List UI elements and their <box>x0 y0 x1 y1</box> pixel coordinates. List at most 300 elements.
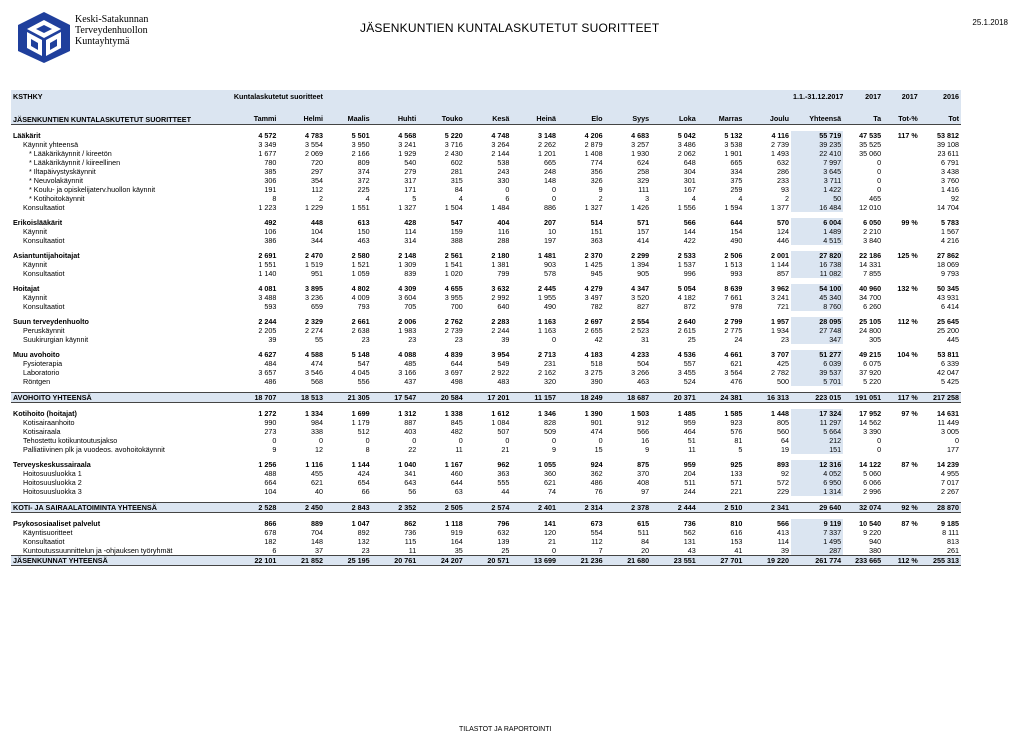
value-cell: 21 852 <box>278 556 325 566</box>
value-cell: 212 <box>791 436 843 445</box>
value-cell: 4 588 <box>305 350 324 359</box>
value-cell: 21 236 <box>558 556 605 566</box>
value-cell <box>883 176 920 185</box>
value-cell: 10 <box>547 227 556 236</box>
header-year-ta: 2017 <box>843 90 883 102</box>
value-cell: 984 <box>311 418 324 427</box>
value-cell: 22 186 <box>859 251 882 260</box>
table-row <box>11 149 961 158</box>
value-cell: 159 <box>450 227 463 236</box>
value-cell: 621 <box>730 359 743 368</box>
value-cell <box>883 377 920 386</box>
value-cell: 490 <box>543 302 556 311</box>
value-cell <box>883 158 920 167</box>
group-row <box>11 519 961 528</box>
value-cell: 2 352 <box>372 503 419 513</box>
value-cell: 4 <box>458 194 463 203</box>
value-cell: 1 983 <box>398 326 417 335</box>
value-cell: 8 639 <box>724 284 743 293</box>
value-cell <box>883 293 920 302</box>
value-cell: 2 506 <box>724 251 743 260</box>
value-cell: 2 444 <box>651 503 698 513</box>
value-cell: 42 <box>594 335 603 344</box>
value-cell: 115 <box>404 537 417 546</box>
value-cell: 3 241 <box>398 140 417 149</box>
value-cell: 4 206 <box>584 131 603 140</box>
value-cell: 35 525 <box>859 140 882 149</box>
value-cell: 566 <box>683 218 696 227</box>
value-cell: 659 <box>311 302 324 311</box>
value-cell: 474 <box>590 427 603 436</box>
value-cell: 273 <box>264 427 277 436</box>
value-cell: 602 <box>450 158 463 167</box>
value-cell: 16 484 <box>791 203 843 212</box>
value-cell: 12 010 <box>859 203 882 212</box>
value-cell: 14 704 <box>937 203 959 212</box>
value-cell <box>883 302 920 311</box>
column-header: Elo <box>558 102 605 125</box>
row-label: JÄSENKUNNAT YHTEENSÄ <box>11 556 232 566</box>
value-cell: 372 <box>357 176 370 185</box>
value-cell: 17 547 <box>372 393 419 403</box>
table-row <box>11 269 961 278</box>
value-cell: 10 540 <box>859 519 882 528</box>
value-cell: 5 <box>412 194 417 203</box>
value-cell: 813 <box>947 537 959 546</box>
value-cell: 1 346 <box>537 409 556 418</box>
table-row <box>11 427 961 436</box>
value-cell: 0 <box>877 185 882 194</box>
value-cell: 19 <box>781 445 790 454</box>
value-cell: 571 <box>637 218 650 227</box>
value-cell: 87 % <box>901 460 918 469</box>
value-cell: 1 519 <box>305 260 324 269</box>
value-cell: 796 <box>497 519 510 528</box>
row-label: * Iltapäivystyskäynnit <box>29 167 96 176</box>
value-cell: 2 244 <box>491 326 510 335</box>
value-cell: 23 <box>408 335 417 344</box>
table-row <box>11 335 961 344</box>
value-cell: 2 401 <box>511 503 558 513</box>
value-cell: 613 <box>357 218 370 227</box>
value-cell: 21 <box>501 445 510 454</box>
value-cell: 133 <box>730 469 743 478</box>
org-line-2: Terveydenhuollon <box>75 25 148 36</box>
value-cell: 23 <box>361 546 370 555</box>
value-cell: 4 <box>691 194 696 203</box>
value-cell: 3 166 <box>398 368 417 377</box>
value-cell: 2 <box>319 194 324 203</box>
value-cell: 1 448 <box>771 409 790 418</box>
value-cell: 306 <box>264 176 277 185</box>
value-cell: 164 <box>450 537 463 546</box>
value-cell: 2 378 <box>605 503 652 513</box>
value-cell: 3 950 <box>351 140 370 149</box>
value-cell: 978 <box>730 302 743 311</box>
table-row <box>11 203 961 212</box>
table-row <box>11 260 961 269</box>
value-cell: 1 047 <box>351 519 370 528</box>
value-cell: 374 <box>357 167 370 176</box>
value-cell: 7 661 <box>724 293 743 302</box>
value-cell: 40 <box>315 487 324 496</box>
table-row <box>11 236 961 245</box>
value-cell: 42 047 <box>937 368 959 377</box>
value-cell: 940 <box>869 537 882 546</box>
value-cell: 3 486 <box>677 140 696 149</box>
value-cell: 576 <box>730 427 743 436</box>
table-row <box>11 194 961 203</box>
value-cell: 0 <box>505 436 510 445</box>
value-cell: 1 425 <box>584 260 603 269</box>
value-cell: 47 535 <box>859 131 882 140</box>
value-cell: 428 <box>404 218 417 227</box>
value-cell: 483 <box>497 377 510 386</box>
value-cell: 53 812 <box>937 131 959 140</box>
value-cell: 50 345 <box>937 284 959 293</box>
value-cell: 4 045 <box>351 368 370 377</box>
value-cell: 27 820 <box>791 251 843 260</box>
header-year-prev: 2016 <box>920 90 961 102</box>
value-cell: 640 <box>497 302 510 311</box>
value-cell: 13 699 <box>511 556 558 566</box>
value-cell: 901 <box>590 418 603 427</box>
value-cell <box>883 194 920 203</box>
value-cell: 571 <box>730 478 743 487</box>
row-label: Käynnit <box>23 293 47 302</box>
value-cell <box>883 185 920 194</box>
value-cell: 0 <box>877 445 882 454</box>
value-cell: 568 <box>311 377 324 386</box>
value-cell: 962 <box>497 460 510 469</box>
value-cell: 20 571 <box>465 556 512 566</box>
value-cell: 25 <box>501 546 510 555</box>
value-cell: 4 783 <box>305 131 324 140</box>
value-cell: 593 <box>264 302 277 311</box>
value-cell: 334 <box>730 167 743 176</box>
value-cell: 6 <box>272 546 277 555</box>
value-cell: 2 329 <box>305 317 324 326</box>
value-cell: 2 996 <box>863 487 882 496</box>
value-cell: 905 <box>637 269 650 278</box>
value-cell <box>883 478 920 487</box>
value-cell: 3 954 <box>491 350 510 359</box>
value-cell: 84 <box>454 185 463 194</box>
value-cell: 6 004 <box>791 218 843 227</box>
value-cell: 233 665 <box>843 556 883 566</box>
value-cell: 2 739 <box>444 326 463 335</box>
value-cell: 782 <box>590 302 603 311</box>
group-row <box>11 409 961 418</box>
row-label: KOTI- JA SAIRAALATOIMINTA YHTEENSÄ <box>11 503 232 513</box>
value-cell: 16 <box>641 436 650 445</box>
value-cell: 839 <box>404 269 417 278</box>
value-cell: 403 <box>404 427 417 436</box>
value-cell: 1 059 <box>351 269 370 278</box>
row-label: Hoitosuusluokka 2 <box>23 478 82 487</box>
value-cell: 0 <box>505 185 510 194</box>
column-header: Touko <box>418 102 465 125</box>
value-cell: 317 <box>404 176 417 185</box>
value-cell: 287 <box>791 546 843 556</box>
value-cell: 21 680 <box>605 556 652 566</box>
value-cell: 990 <box>264 418 277 427</box>
value-cell: 45 340 <box>791 293 843 302</box>
value-cell: 6 <box>505 194 510 203</box>
value-cell <box>883 368 920 377</box>
value-cell: 2 267 <box>941 487 959 496</box>
value-cell: 924 <box>590 460 603 469</box>
value-cell: 2 180 <box>491 251 510 260</box>
value-cell: 892 <box>357 528 370 537</box>
value-cell: 446 <box>777 236 790 245</box>
value-cell: 912 <box>637 418 650 427</box>
value-cell: 248 <box>543 167 556 176</box>
value-cell: 2 370 <box>584 251 603 260</box>
column-header: Tot-% <box>883 102 920 125</box>
value-cell: 18 249 <box>558 393 605 403</box>
value-cell: 2 341 <box>744 503 791 513</box>
value-cell: 23 <box>454 335 463 344</box>
table-row <box>11 176 961 185</box>
value-cell: 1 495 <box>791 537 843 546</box>
value-cell: 1 055 <box>537 460 556 469</box>
row-label: Terveyskeskussairaala <box>13 460 91 469</box>
value-cell: 0 <box>877 176 882 185</box>
value-cell: 2 062 <box>677 149 696 158</box>
value-cell: 1 256 <box>258 460 277 469</box>
value-cell: 678 <box>264 528 277 537</box>
value-cell: 1 585 <box>724 409 743 418</box>
value-cell: 320 <box>543 377 556 386</box>
value-cell: 363 <box>590 236 603 245</box>
value-cell: 0 <box>458 436 463 445</box>
value-cell: 2 580 <box>351 251 370 260</box>
row-label: Laboratorio <box>23 368 60 377</box>
group-row <box>11 218 961 227</box>
value-cell: 1 040 <box>398 460 417 469</box>
value-cell: 4 <box>738 194 743 203</box>
value-cell: 112 % <box>897 317 918 326</box>
value-cell: 117 % <box>883 393 920 403</box>
value-cell: 959 <box>683 418 696 427</box>
value-cell: 1 484 <box>491 203 510 212</box>
value-cell: 547 <box>357 359 370 368</box>
column-header: Syys <box>605 102 652 125</box>
value-cell: 116 <box>497 227 510 236</box>
value-cell: 3 236 <box>305 293 324 302</box>
value-cell: 27 701 <box>698 556 745 566</box>
value-cell: 286 <box>777 167 790 176</box>
value-cell: 862 <box>404 519 417 528</box>
value-cell: 511 <box>637 528 650 537</box>
value-cell: 455 <box>311 469 324 478</box>
value-cell: 19 220 <box>744 556 791 566</box>
value-cell: 0 <box>412 436 417 445</box>
value-cell: 2 205 <box>258 326 277 335</box>
value-cell <box>883 149 920 158</box>
value-cell: 363 <box>497 469 510 478</box>
value-cell: 0 <box>877 158 882 167</box>
value-cell: 114 <box>777 537 790 546</box>
value-cell: 17 201 <box>465 393 512 403</box>
value-cell: 305 <box>869 335 882 344</box>
value-cell: 28 095 <box>791 317 843 326</box>
column-header: Marras <box>698 102 745 125</box>
value-cell: 474 <box>311 359 324 368</box>
value-cell: 1 140 <box>258 269 277 278</box>
header-period: 1.1.-31.12.2017 <box>793 91 844 101</box>
value-cell: 54 100 <box>791 284 843 293</box>
value-cell: 664 <box>264 478 277 487</box>
value-cell: 1 551 <box>351 203 370 212</box>
value-cell: 35 <box>454 546 463 555</box>
value-cell: 1 556 <box>677 203 696 212</box>
value-cell: 144 <box>683 227 696 236</box>
value-cell: 231 <box>543 359 556 368</box>
header-row-columns <box>11 102 961 125</box>
value-cell: 1 537 <box>677 260 696 269</box>
value-cell <box>883 140 920 149</box>
column-header: Ta <box>843 102 883 125</box>
value-cell: 827 <box>637 302 650 311</box>
value-cell: 37 920 <box>859 368 882 377</box>
value-cell <box>883 469 920 478</box>
value-cell: 112 % <box>883 556 920 566</box>
value-cell: 44 <box>501 487 510 496</box>
value-cell: 6 414 <box>941 302 959 311</box>
value-cell: 1 309 <box>398 260 417 269</box>
value-cell: 4 052 <box>791 469 843 478</box>
value-cell: 886 <box>543 203 556 212</box>
value-cell: 0 <box>272 436 277 445</box>
row-label: Konsultaatiot <box>23 537 65 546</box>
value-cell: 261 774 <box>791 556 843 566</box>
value-cell: 1 699 <box>351 409 370 418</box>
value-cell: 7 855 <box>863 269 882 278</box>
value-cell: 476 <box>730 377 743 386</box>
value-cell: 3 257 <box>631 140 650 149</box>
value-cell: 1 485 <box>677 409 696 418</box>
value-cell: 1 327 <box>398 203 417 212</box>
table-row <box>11 167 961 176</box>
value-cell: 32 074 <box>843 503 883 513</box>
row-label: Konsultaatiot <box>23 302 65 311</box>
value-cell: 25 195 <box>325 556 372 566</box>
value-cell: 799 <box>497 269 510 278</box>
value-cell: 362 <box>590 469 603 478</box>
value-cell: 547 <box>450 218 463 227</box>
value-cell: 2 697 <box>584 317 603 326</box>
header-year-tot: 2017 <box>883 90 920 102</box>
value-cell: 25 <box>687 335 696 344</box>
value-cell: 9 <box>272 445 277 454</box>
value-cell: 2 638 <box>351 326 370 335</box>
total-row <box>11 393 961 403</box>
value-cell: 1 422 <box>791 185 843 194</box>
value-cell: 25 645 <box>937 317 959 326</box>
value-cell: 14 331 <box>859 260 882 269</box>
value-cell: 4 515 <box>791 236 843 245</box>
value-cell: 959 <box>683 460 696 469</box>
value-cell: 1 084 <box>491 418 510 427</box>
value-cell: 21 <box>547 537 556 546</box>
table-row <box>11 227 961 236</box>
value-cell: 0 <box>551 194 556 203</box>
value-cell: 243 <box>497 167 510 176</box>
value-cell: 14 631 <box>937 409 959 418</box>
column-header: Yhteensä <box>791 102 843 125</box>
value-cell: 3 657 <box>258 368 277 377</box>
value-cell: 31 <box>641 335 650 344</box>
row-label: Hoitajat <box>13 284 40 293</box>
value-cell: 1 272 <box>258 409 277 418</box>
value-cell: 1 493 <box>771 149 790 158</box>
value-cell: 414 <box>637 236 650 245</box>
value-cell: 408 <box>637 478 650 487</box>
value-cell: 177 <box>947 445 959 454</box>
value-cell: 490 <box>730 236 743 245</box>
value-cell: 370 <box>637 469 650 478</box>
value-cell: 2 782 <box>771 368 790 377</box>
value-cell: 4 536 <box>677 350 696 359</box>
value-cell: 0 <box>365 436 370 445</box>
value-cell: 53 811 <box>937 350 959 359</box>
value-cell: 3 955 <box>444 293 463 302</box>
value-cell: 20 371 <box>651 393 698 403</box>
value-cell: 24 381 <box>698 393 745 403</box>
value-cell: 41 <box>734 546 743 555</box>
value-cell: 167 <box>683 185 696 194</box>
value-cell: 993 <box>730 269 743 278</box>
value-cell: 63 <box>454 487 463 496</box>
value-cell: 132 <box>357 537 370 546</box>
value-cell: 39 108 <box>937 140 959 149</box>
value-cell: 1 513 <box>724 260 743 269</box>
value-cell: 20 584 <box>418 393 465 403</box>
value-cell: 297 <box>311 167 324 176</box>
value-cell: 3 349 <box>258 140 277 149</box>
value-cell: 538 <box>497 158 510 167</box>
value-cell: 705 <box>404 302 417 311</box>
value-cell: 76 <box>594 487 603 496</box>
value-cell: 514 <box>590 218 603 227</box>
value-cell: 1 229 <box>305 203 324 212</box>
value-cell: 2 262 <box>537 140 556 149</box>
value-cell: 578 <box>543 269 556 278</box>
value-cell: 7 <box>598 546 603 555</box>
value-cell: 6 075 <box>863 359 882 368</box>
group-row <box>11 350 961 359</box>
value-cell: 673 <box>590 519 603 528</box>
table-row <box>11 469 961 478</box>
value-cell: 2 661 <box>351 317 370 326</box>
value-cell: 1 116 <box>305 460 324 469</box>
value-cell: 3 895 <box>305 284 324 293</box>
value-cell: 809 <box>357 158 370 167</box>
value-cell: 9 185 <box>941 519 959 528</box>
value-cell: 2 430 <box>444 149 463 158</box>
value-cell: 27 862 <box>937 251 959 260</box>
value-cell: 566 <box>637 427 650 436</box>
value-cell: 872 <box>683 302 696 311</box>
value-cell: 3 438 <box>941 167 959 176</box>
value-cell: 2 739 <box>771 140 790 149</box>
value-cell: 7 997 <box>791 158 843 167</box>
value-cell: 654 <box>357 478 370 487</box>
value-cell: 360 <box>543 469 556 478</box>
header-sub: Kuntalaskutetut suoritteet <box>232 90 791 102</box>
